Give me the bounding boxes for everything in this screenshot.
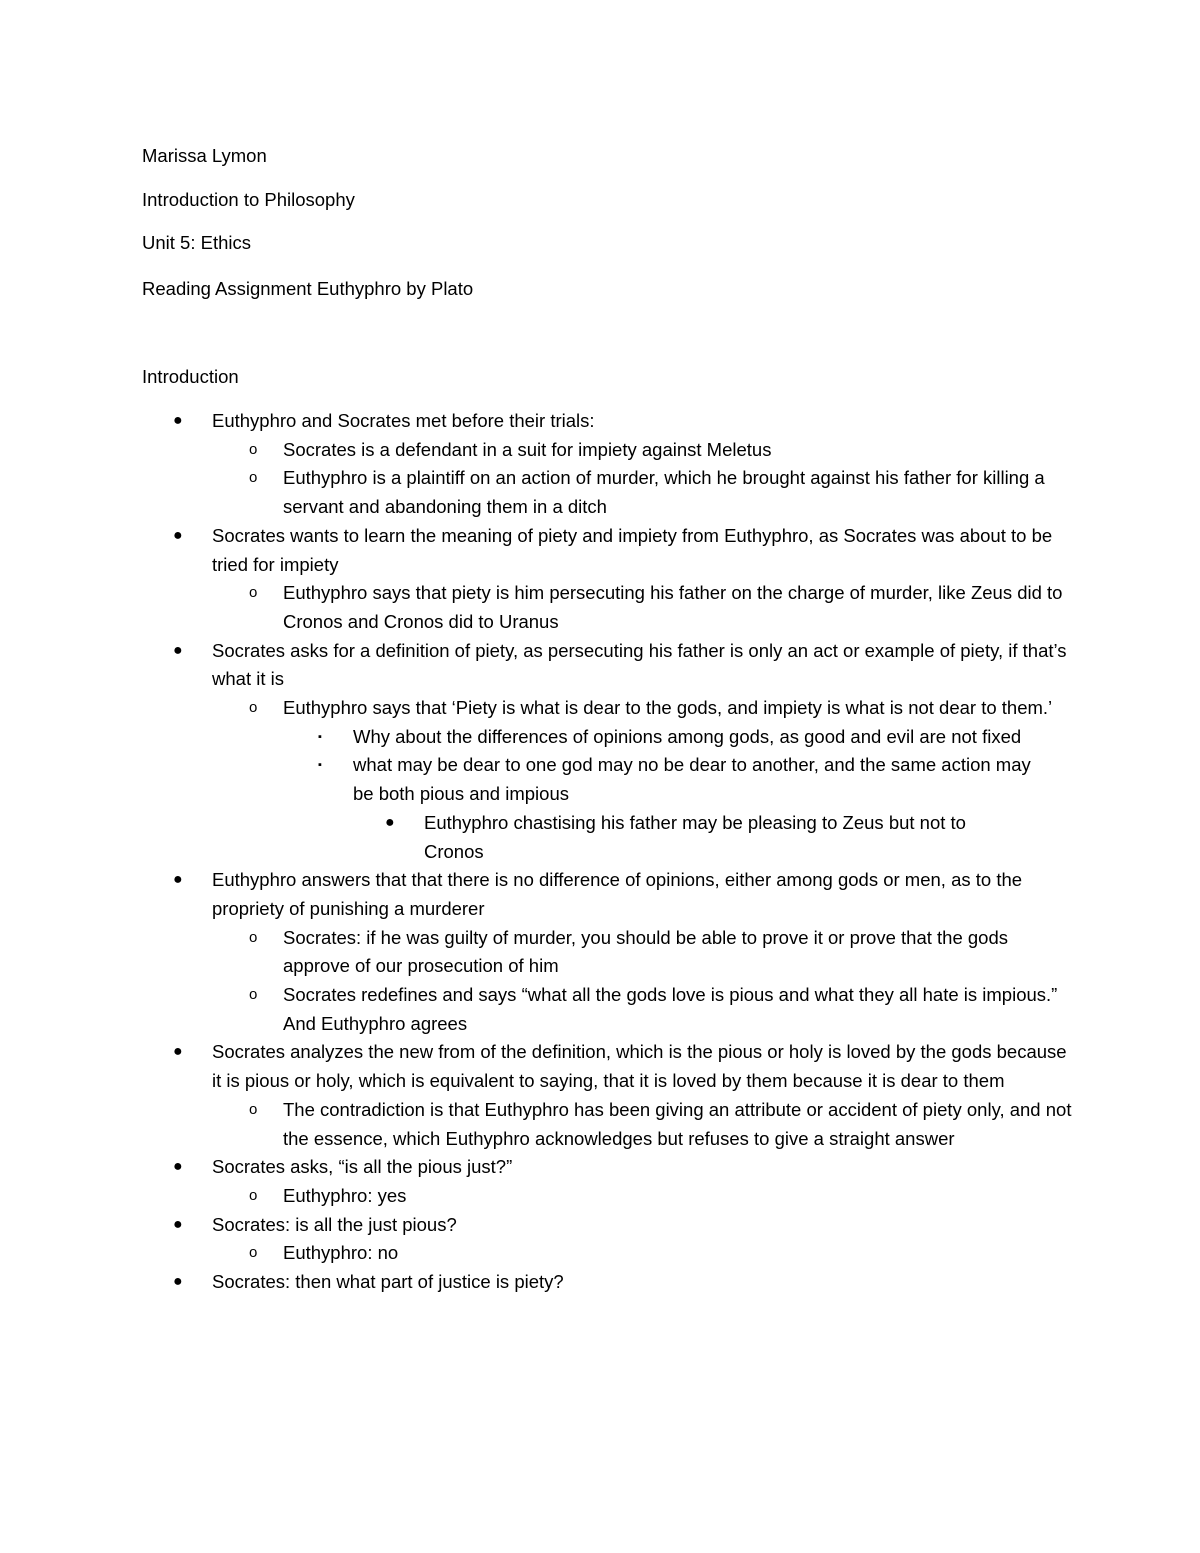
list-item — [0, 924, 1073, 981]
list-item-text: Socrates: if he was guilty of murder, you should be able to prove it or prove that the gods approve of our prosecution of him — [283, 926, 1008, 977]
author-name: Marissa Lymon — [142, 145, 267, 166]
list-item — [0, 694, 1073, 723]
section-heading: Introduction — [142, 366, 239, 387]
bullet-icon: o — [249, 584, 258, 602]
list-item-text: Socrates: is all the just pious? — [212, 1213, 457, 1235]
list-item — [0, 751, 1043, 808]
bullet-icon: ● — [173, 526, 183, 544]
notes-list — [0, 407, 1200, 1297]
list-item-text: Euthyphro chastising his father may be pleasing to Zeus but not to Cronos — [424, 811, 966, 862]
list-item — [0, 1153, 1072, 1182]
assignment-title: Reading Assignment Euthyphro by Plato — [142, 278, 474, 299]
bullet-icon: o — [249, 469, 258, 487]
bullet-icon: o — [249, 440, 258, 458]
list-item-text: what may be dear to one god may no be dear to another, and the same action may be both pious and impious — [353, 754, 1031, 805]
list-item-text: Socrates analyzes the new from of the definition, which is the pious or holy is loved by the gods because it is pious or holy, which is equivalent to saying, that it is loved by them because it is dear to them — [212, 1041, 1067, 1092]
list-item — [0, 866, 1072, 923]
bullet-icon: ● — [173, 1273, 183, 1291]
bullet-icon: o — [249, 1186, 258, 1204]
bullet-icon: ● — [173, 412, 183, 429]
list-item-text: Euthyphro and Socrates met before their trials: — [212, 410, 595, 431]
bullet-icon: ● — [173, 1158, 183, 1176]
list-item-text: Euthyphro: no — [283, 1242, 399, 1264]
list-item-text: Socrates: then what part of justice is piety? — [212, 1271, 564, 1293]
list-item — [0, 407, 1072, 436]
list-item — [0, 637, 1072, 694]
list-item-text: Socrates wants to learn the meaning of piety and impiety from Euthyphro, as Socrates was about to be tried for impiety — [212, 524, 1053, 575]
list-item-text: Euthyphro says that piety is him persecuting his father on the charge of murder, like Zeus did to Cronos and Cronos did to Uranus — [283, 582, 1063, 632]
list-item — [0, 436, 1073, 465]
list-item-text: Why about the differences of opinions among gods, as good and evil are not fixed — [353, 725, 1022, 747]
list-item — [0, 464, 1073, 521]
list-item-text: Socrates is a defendant in a suit for impiety against Meletus — [283, 438, 772, 460]
bullet-icon: ▪ — [318, 759, 322, 772]
list-item — [0, 809, 1024, 866]
list-item-text: Euthyphro is a plaintiff on an action of murder, which he brought against his father for killing a servant and abandoning them in a ditch — [283, 467, 1045, 518]
bullet-icon: ● — [173, 1215, 183, 1233]
bullet-icon: ▪ — [318, 730, 322, 743]
list-item-text: Socrates redefines and says “what all the gods love is pious and what they all hate is impious.” And Euthyphro agrees — [283, 984, 1058, 1034]
unit-title: Unit 5: Ethics — [142, 232, 251, 253]
list-item — [0, 579, 1073, 636]
list-item-text: Socrates asks, “is all the pious just?” — [212, 1156, 513, 1178]
course-title: Introduction to Philosophy — [142, 189, 355, 210]
list-item — [0, 981, 1073, 1038]
bullet-icon: o — [249, 1100, 258, 1118]
bullet-icon: o — [249, 986, 258, 1004]
list-item — [0, 1096, 1073, 1153]
list-item — [0, 723, 1043, 752]
list-item-text: Euthyphro says that ‘Piety is what is dear to the gods, and impiety is what is not dear to them.’ — [283, 697, 1053, 719]
list-item-text: Socrates asks for a definition of piety, as persecuting his father is only an act or example of piety, if that’s what it is — [212, 639, 1067, 690]
list-item-text: Euthyphro: yes — [283, 1184, 407, 1206]
list-item — [0, 1239, 1073, 1268]
list-item — [0, 1211, 1072, 1240]
list-item-text: The contradiction is that Euthyphro has been giving an attribute or accident of piety only, and not the essence, which Euthyphro acknowledges but refuses to give a straight answer — [283, 1098, 1072, 1149]
list-item — [0, 1268, 1072, 1297]
bullet-icon: ● — [385, 813, 395, 831]
bullet-icon: o — [249, 699, 258, 717]
list-item-text: Euthyphro answers that that there is no difference of opinions, either among gods or men, as to the propriety of punishing a murderer — [212, 869, 1023, 919]
list-item — [0, 1038, 1072, 1095]
list-item — [0, 522, 1072, 579]
bullet-icon: ● — [173, 871, 183, 889]
bullet-icon: o — [249, 928, 258, 946]
bullet-icon: ● — [173, 641, 183, 659]
list-item — [0, 1182, 1073, 1211]
bullet-icon: ● — [173, 1043, 183, 1061]
bullet-icon: o — [249, 1244, 258, 1262]
